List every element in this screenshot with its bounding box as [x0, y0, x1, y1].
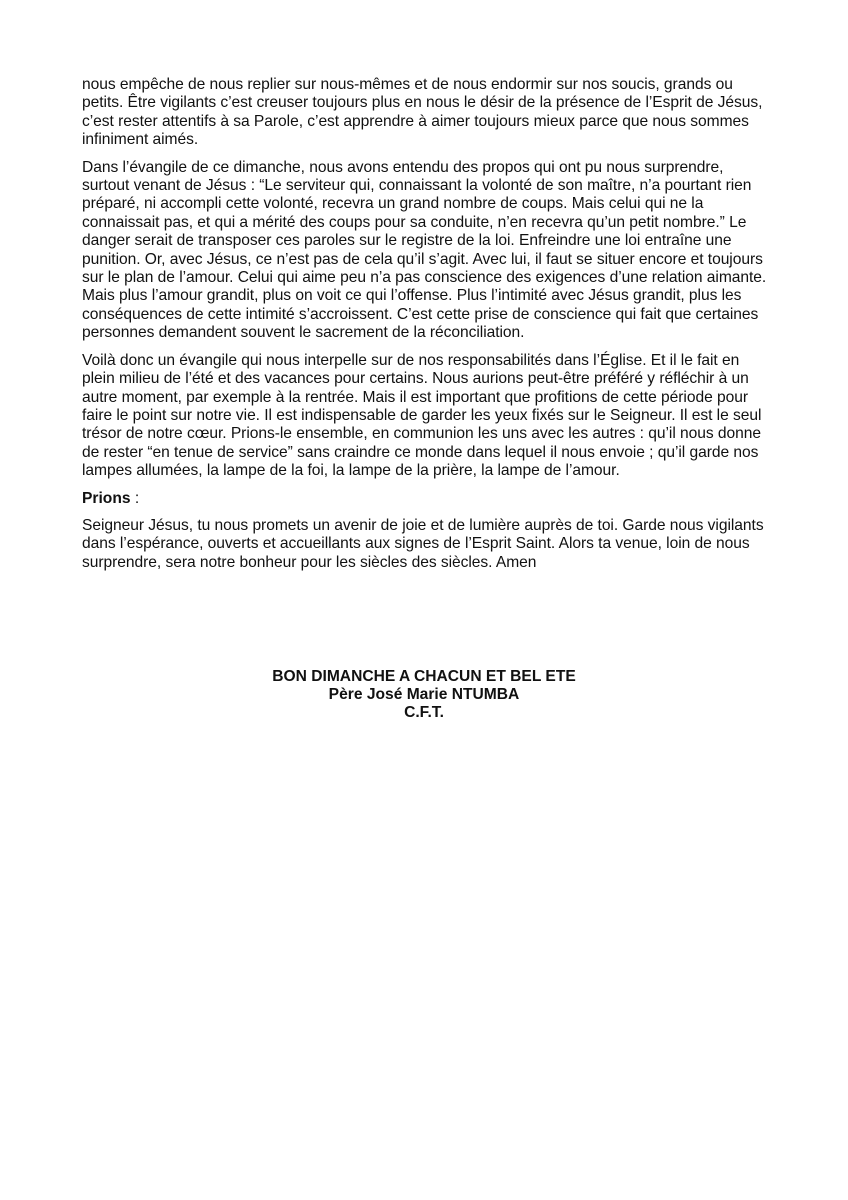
author-name: Père José Marie NTUMBA	[328, 686, 520, 704]
author-initials: C.F.T.	[404, 704, 444, 722]
paragraph-responsibilities: Voilà donc un évangile qui nous interpelle sur de nos responsabilités dans l’Église. Et il le fait en plein milieu de l’été et des vacances pour certains. Nous aurions peut-être préféré y réfléchir à un autre moment, par exemple à la rentrée. Mais il est important que profitions de cette période pour faire le point sur notre vie. Il est indispensable de garder les yeux fixés sur le Seigneur. Il est le seul trésor de notre cœur. Prions-le ensemble, en communion les uns avec les autres : qu’il nous donne de rester “en tenue de service” sans craindre ce monde dans lequel il nous envoie ; qu’il garde nos lampes allumées, la lampe de la foi, la lampe de la prière, la lampe de l’amour.	[82, 351, 762, 480]
prions-heading	[82, 490, 770, 508]
paragraph-vigilance: nous empêche de nous replier sur nous-mêmes et de nous endormir sur nos soucis, grands ou petits. Être vigilants c’est creuser toujours plus en nous le désir de la présence de l’Esprit de Jésus, c’est rester attentifs à sa Parole, c’est apprendre à aimer toujours mieux parce que nous sommes infiniment aimés.	[82, 76, 763, 149]
document-body	[82, 76, 770, 581]
paragraph-gospel: Dans l’évangile de ce dimanche, nous avons entendu des propos qui ont pu nous surprendre, surtout venant de Jésus : “Le serviteur qui, connaissant la volonté de son maître, n’a pourtant rien préparé, ni accompli cette volonté, recevra un grand nombre de coups. Mais celui qui ne la connaissait pas, et qui a mérité des coups pour sa conduite, n’en recevra qu’un petit nombre.” Le danger serait de transposer ces paroles sur le registre de la loi. Enfreindre une loi entraîne une punition. Or, avec Jésus, ce n’est pas de cela qu’il s’agit. Avec lui, il faut se situer encore et toujours sur le plan de l’amour. Celui qui aime peu n’a pas conscience des exigences d’une relation aimante. Mais plus l’amour grandit, plus on voit ce qui l’offense. Plus l’intimité avec Jésus grandit, plus les conséquences de cette intimité s’accroissent. C’est cette prise de conscience qui fait que certaines personnes demandent souvent le sacrement de la réconciliation.	[82, 158, 767, 342]
prayer-text: Seigneur Jésus, tu nous promets un avenir de joie et de lumière auprès de toi. Garde nous vigilants dans l’espérance, ouverts et accueillants aux signes de l’Esprit Saint. Alors ta venue, loin de nous surprendre, sera notre bonheur pour les siècles des siècles. Amen	[82, 516, 764, 571]
prions-label: Prions	[82, 489, 131, 507]
closing-greeting: BON DIMANCHE A CHACUN ET BEL ETE	[272, 668, 576, 685]
prions-suffix: :	[130, 489, 140, 507]
signature-block	[0, 668, 848, 723]
